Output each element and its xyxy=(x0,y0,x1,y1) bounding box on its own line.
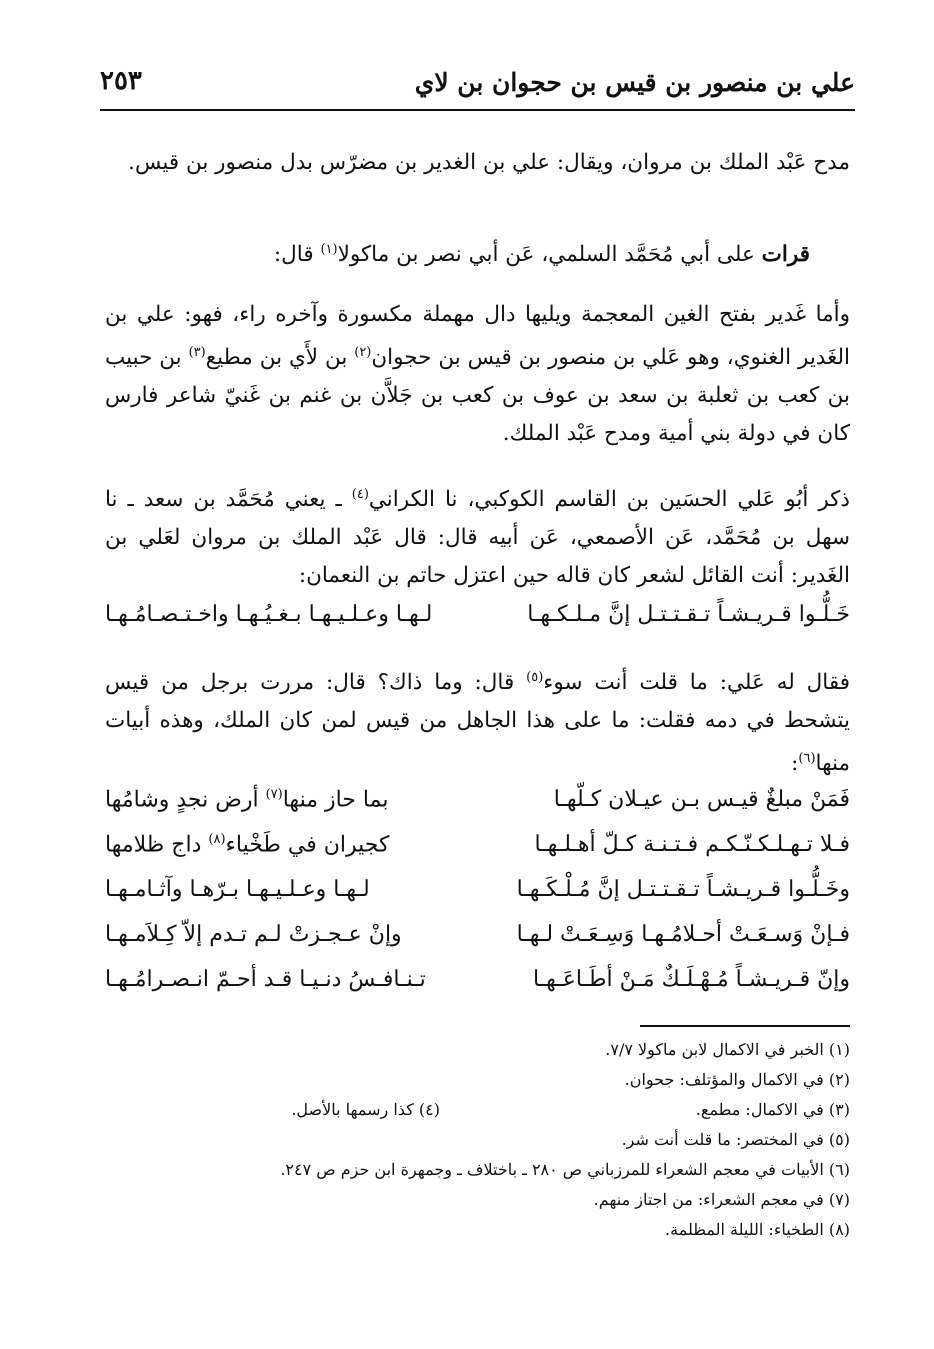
footnote xyxy=(105,1160,850,1190)
single-verse xyxy=(105,602,850,642)
paragraph-5-c: : xyxy=(791,751,799,777)
footnote xyxy=(105,1190,850,1220)
running-title: علي بن منصور بن قيس بن حجوان بن لاي xyxy=(414,68,855,97)
footnote-text: (٣) في الاكمال: مطمع. xyxy=(695,1100,850,1119)
paragraph-2-lead: قرات xyxy=(761,242,810,268)
footnote-rule xyxy=(640,1025,850,1027)
poem-verse xyxy=(105,787,850,832)
footnote-text: (٦) الأبيات في معجم الشعراء للمرزباني ص ٢٨٠ ـ باختلاف ـ وجمهرة ابن حزم ص ٢٤٧. xyxy=(280,1160,850,1179)
hemistich-tail: داج ظلامها xyxy=(105,832,209,858)
verse-first-hemistich: فـإنْ وَسـعَـتْ أحـلامُـهـا وَسِـعَـتْ لـهـا xyxy=(516,922,850,947)
footnote-ref-8: (٨) xyxy=(208,832,226,847)
footnote-ref-2: (٢) xyxy=(354,345,372,360)
verse-first-hemistich: فـلا تـهـلـكـنّـكـم فـتـنـة كـلّ أهـلـهـا xyxy=(534,832,850,857)
paragraph-5 xyxy=(105,659,850,783)
footnote-text: (٥) في المختصر: ما قلت أنت شر. xyxy=(621,1130,850,1149)
verse-second-hemistich: وإنْ عـجـزتْ لـم تـدم إلاّ كِـلاَمـهـا xyxy=(105,922,402,947)
paragraph-4 xyxy=(105,476,850,595)
verse-second-hemistich: لـهـا وعـلـيـهـا بـرّهـا وآثـامـهـا xyxy=(105,877,370,902)
poem-verse xyxy=(105,832,850,877)
footnote-ref-4: (٤) xyxy=(351,487,369,502)
verse-second-hemistich xyxy=(105,787,388,812)
page-number: ٢٥٣ xyxy=(100,66,142,96)
verse-second-hemistich xyxy=(105,832,389,857)
verse-first-hemistich: فَمَنْ مبلغٌ قيـس بـن عيـلان كـلّهـا xyxy=(553,787,850,812)
footnote-ref-5: (٥) xyxy=(526,670,544,685)
footnote xyxy=(105,1100,850,1130)
paragraph-3-a: وأما غَدير بفتح الغين المعجمة ويليها دال مهملة مكسورة وآخره راء، فهو: علي بن الغَدير الغنوي، وهو عَلي بن منصور بن قيس بن حجوان xyxy=(105,302,850,371)
footnote-text: (٧) في معجم الشعراء: من اجتاز منهم. xyxy=(593,1190,850,1209)
poem xyxy=(105,787,850,1012)
paragraph-2 xyxy=(105,231,850,274)
paragraph-4-b: ـ يعني مُحَمَّد بن سعد ـ نا سهل بن مُحَمَّد، عَن الأصمعي، عَن أبيه قال: قال عَبْد الملك بن مروان لعَلي بن الغَدير: أنت القائل لشعر كان قاله حين اعتزل حاتم بن النعمان: xyxy=(105,487,850,589)
paragraph-2-tail: قال: xyxy=(273,242,321,268)
footnote-text-side: (٤) كذا رسمها بالأصل. xyxy=(291,1100,440,1119)
header-rule xyxy=(100,109,855,111)
hemistich-text: كجيران في طَخْياء xyxy=(225,832,390,858)
footnote-ref-6: (٦) xyxy=(798,751,816,767)
verse-first-hemistich: وإنّ قـريـشـاً مُـهْـلَـكٌ مَـنْ أطَـاعَـهـا xyxy=(532,967,850,992)
footnote-ref-3: (٣) xyxy=(188,345,206,360)
footnote-ref-1: (١) xyxy=(320,242,338,257)
footnotes xyxy=(105,1040,850,1250)
footnote xyxy=(105,1040,850,1070)
footnote xyxy=(105,1130,850,1160)
verse-first-hemistich: وخَـلُّـوا قـريـشـاً تـقـتـتـل إنَّ مُـلْـكَـهـا xyxy=(516,877,850,902)
footnote-text: (١) الخبر في الاكمال لابن ماكولا ٧/٧. xyxy=(605,1040,850,1059)
verse-first-hemistich: خَـلُّـوا قـريـشـاً تـقـتـتـل إنَّ مـلـكـهـا xyxy=(527,602,850,627)
footnote xyxy=(105,1220,850,1250)
verse-second-hemistich: لـهـا وعـلـيـهـا بـغـيُـهـا واخـتـصـامُـهـا xyxy=(105,602,433,627)
poem-verse xyxy=(105,877,850,922)
paragraph-5-b: قال: وما ذاك؟ قال: مررت برجل من قيس يتشحط في دمه فقلت: ما على هذا الجاهل من قيس لمن كان الملك، وهذه أبيات منها xyxy=(105,670,850,777)
poem-verse xyxy=(105,967,850,1012)
paragraph-3 xyxy=(105,296,850,453)
paragraph-4-a: ذكر أبُو عَلي الحسَين بن القاسم الكوكبي، نا الكراني xyxy=(368,487,850,513)
footnote-ref-7: (٧) xyxy=(265,787,283,802)
hemistich-tail: أرض نجدٍ وشامُها xyxy=(105,787,266,813)
footnote-text: (٨) الطخياء: الليلة المظلمة. xyxy=(665,1220,850,1239)
page-header xyxy=(100,62,855,106)
paragraph-2-text: على أبي مُحَمَّد السلمي، عَن أبي نصر بن ماكولا xyxy=(337,242,762,268)
paragraph-5-a: فقال له عَلي: ما قلت أنت سوء xyxy=(543,670,850,696)
footnote-text: (٢) في الاكمال والمؤتلف: جحوان. xyxy=(624,1070,850,1089)
paragraph-3-b: بن لأَي بن مطيع xyxy=(205,345,355,371)
paragraph-3-c: بن حبيب بن كعب بن ثعلبة بن سعد بن عوف بن كعب بن جَلاَّن بن غنم بن غَنيّ شاعر فارس كان في دولة بني أمية ومدح عَبْد الملك. xyxy=(105,345,850,447)
poem-verse xyxy=(105,922,850,967)
footnote xyxy=(105,1070,850,1100)
hemistich-text: بما حاز منها xyxy=(282,787,389,813)
paragraph-1: مدح عَبْد الملك بن مروان، ويقال: علي بن الغدير بن مضرّس بدل منصور بن قيس. xyxy=(128,150,850,175)
verse-second-hemistich: تـنـافـسُ دنـيـا قـد أحـمّ انـصـرامُـهـا xyxy=(105,967,426,992)
